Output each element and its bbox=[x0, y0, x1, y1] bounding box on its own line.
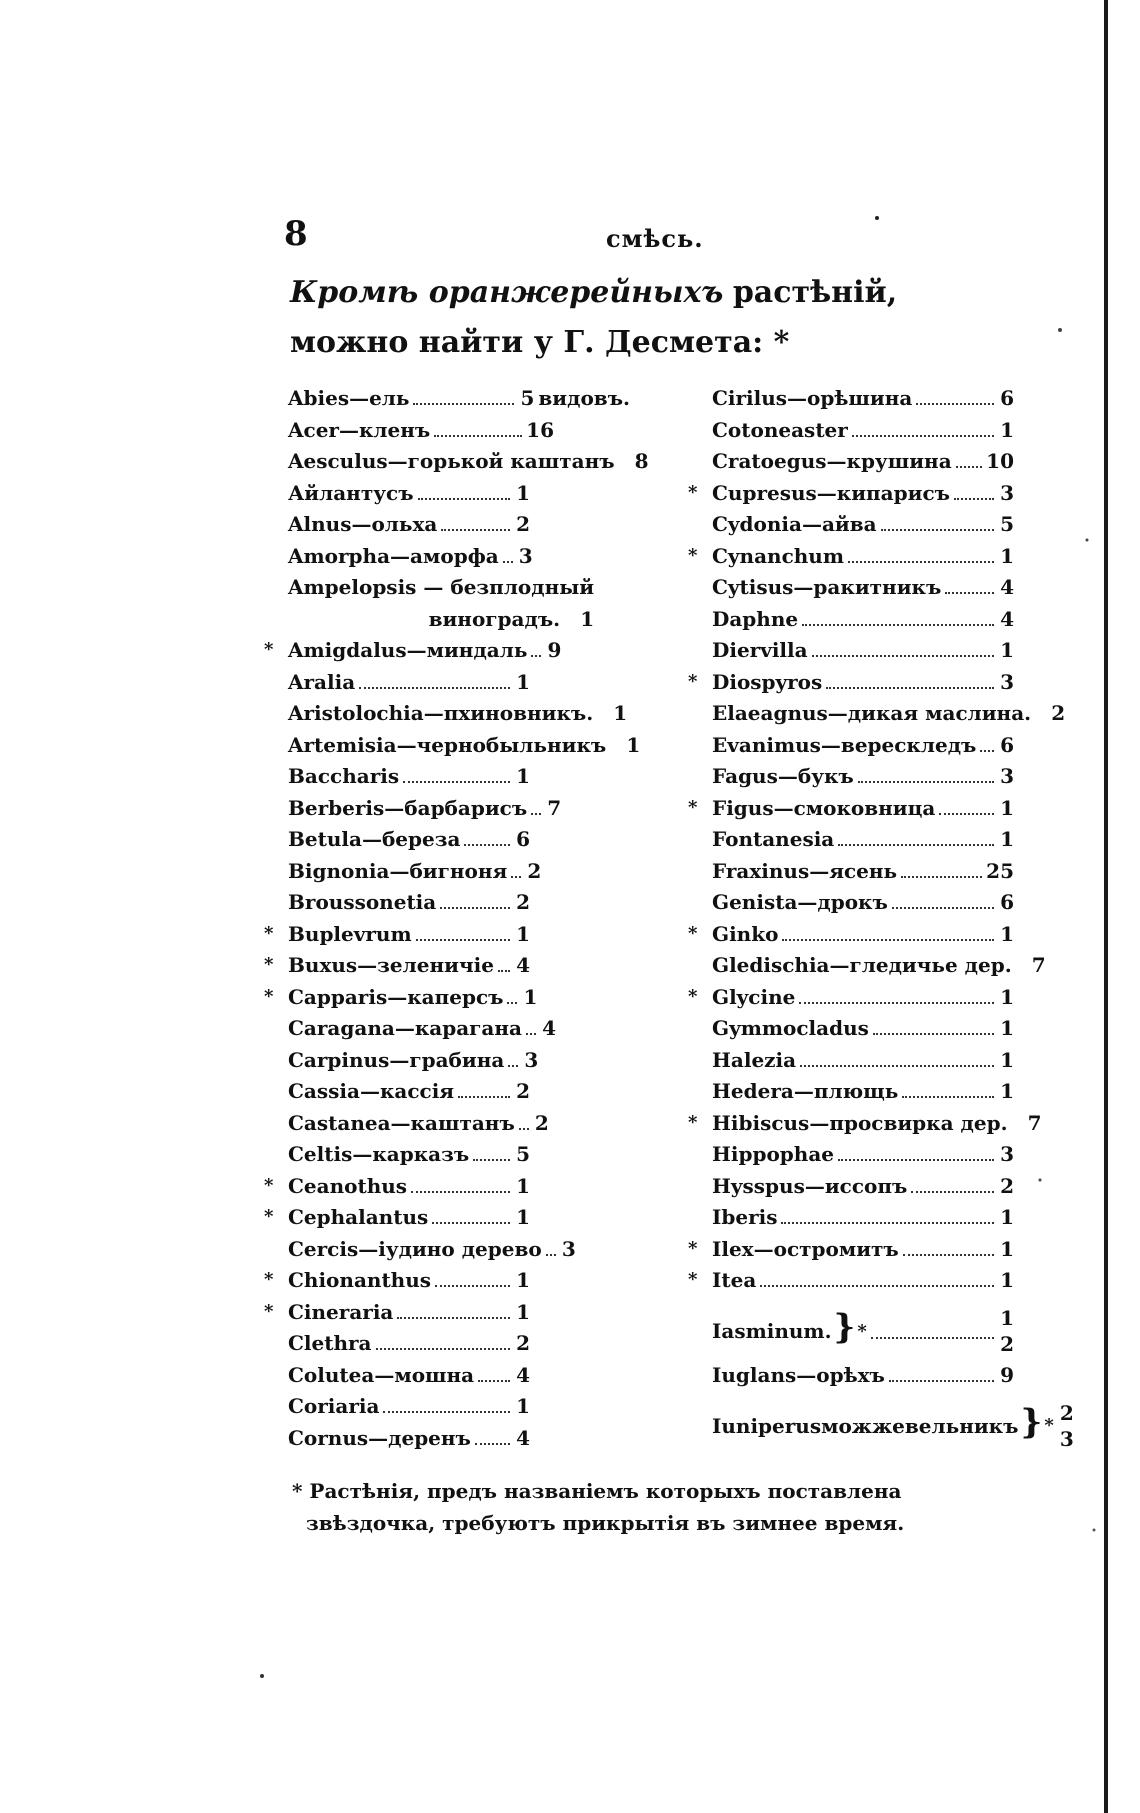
plant-name: Itea bbox=[712, 1268, 757, 1292]
list-item bbox=[264, 953, 630, 985]
plant-name: Chionanthus bbox=[288, 1268, 432, 1292]
list-item bbox=[288, 449, 649, 481]
list-item bbox=[712, 1363, 1014, 1395]
list-item bbox=[712, 1205, 1014, 1237]
plant-name: Diospyros bbox=[712, 669, 823, 694]
leader-dots bbox=[939, 799, 994, 815]
speck bbox=[875, 216, 879, 220]
plant-name: Artemisia—чернобыльникъ bbox=[288, 732, 607, 757]
species-count: 3 bbox=[1000, 764, 1014, 788]
species-count: 16 bbox=[526, 417, 554, 442]
star-marker: * bbox=[264, 1206, 274, 1227]
plant-name: Acer—кленъ bbox=[288, 417, 431, 442]
star-marker: * bbox=[264, 639, 274, 660]
plant-name: Gledischia—гледичье дер. bbox=[712, 953, 1012, 977]
plant-name: Celtis—карказъ bbox=[288, 1142, 470, 1166]
list-item bbox=[712, 764, 1014, 796]
species-count: 5 bbox=[516, 1142, 530, 1166]
star-marker: * bbox=[264, 985, 274, 1007]
species-count: 3 bbox=[1000, 669, 1014, 694]
plant-name: Buplevrum bbox=[288, 921, 412, 946]
species-count: 1 bbox=[1000, 1047, 1014, 1072]
leader-dots bbox=[511, 862, 521, 878]
brace-icon: } bbox=[1020, 1401, 1043, 1442]
list-item bbox=[288, 544, 630, 576]
leader-dots bbox=[838, 830, 994, 846]
speck bbox=[260, 1674, 264, 1678]
list-item bbox=[288, 670, 630, 702]
species-count: 1 bbox=[516, 1205, 530, 1229]
plant-name: Bignonia—бигноня bbox=[288, 858, 508, 883]
star-marker: * bbox=[264, 954, 274, 975]
species-count: 1 bbox=[516, 480, 530, 505]
plant-name: Cotoneaster bbox=[712, 417, 848, 442]
leader-dots bbox=[376, 1334, 510, 1350]
plant-name: Ampelopsis — безплодный bbox=[288, 575, 595, 599]
plant-name: Fagus—букъ bbox=[712, 764, 854, 788]
leader-dots bbox=[760, 1271, 994, 1287]
list-item bbox=[288, 1048, 630, 1080]
leader-dots bbox=[413, 389, 514, 405]
species-count: 1 bbox=[516, 1268, 530, 1292]
list-item bbox=[712, 1079, 1014, 1111]
species-count: 1 bbox=[516, 669, 530, 694]
species-count: 1 bbox=[516, 764, 530, 788]
plant-name: Abies—ель bbox=[288, 386, 410, 410]
star-marker: * bbox=[688, 481, 698, 503]
plant-name: Cephalantus bbox=[288, 1205, 429, 1229]
species-count: 1 bbox=[1000, 417, 1014, 442]
list-item bbox=[288, 796, 630, 828]
species-count: 8 bbox=[634, 449, 649, 473]
plant-name: Diervilla bbox=[712, 638, 808, 662]
star-marker: * bbox=[688, 1269, 698, 1290]
intro-text: растѣній, можно найти у Г. Десмета: * bbox=[290, 275, 898, 360]
species-count: 9 bbox=[547, 638, 562, 662]
list-item bbox=[688, 795, 1014, 828]
plant-name: Daphne bbox=[712, 606, 799, 631]
leader-dots bbox=[954, 484, 994, 500]
list-item bbox=[288, 890, 630, 922]
plant-name-continued: виноградъ. bbox=[428, 606, 561, 631]
star-marker: * bbox=[264, 922, 274, 944]
list-item bbox=[288, 418, 630, 450]
list-item bbox=[288, 481, 630, 513]
leader-dots bbox=[838, 1145, 994, 1161]
leader-dots bbox=[531, 799, 541, 815]
leader-dots bbox=[508, 1051, 518, 1067]
speck bbox=[1039, 1179, 1042, 1182]
species-count: 1 bbox=[613, 701, 628, 725]
species-count: 1 bbox=[523, 984, 538, 1009]
leader-dots bbox=[498, 956, 510, 972]
species-count: 2 bbox=[516, 1331, 530, 1355]
plant-name: Betula—береза bbox=[288, 827, 461, 851]
list-item bbox=[288, 827, 630, 859]
plant-name: Hibiscus—просвирка дер. bbox=[712, 1110, 1008, 1135]
list-item bbox=[688, 1268, 1014, 1300]
leader-dots bbox=[800, 1051, 994, 1067]
species-count: 10 bbox=[986, 449, 1014, 473]
plant-name: Glycine bbox=[712, 984, 796, 1009]
species-count-pair bbox=[1058, 1400, 1074, 1452]
leader-dots bbox=[435, 1271, 510, 1287]
plant-name: Castanea—каштанъ bbox=[288, 1110, 515, 1135]
list-item bbox=[688, 984, 1014, 1017]
species-count: 7 bbox=[1027, 1110, 1042, 1135]
plant-name: Clethra bbox=[288, 1331, 372, 1355]
list-item bbox=[264, 921, 630, 954]
list-item bbox=[288, 764, 630, 796]
plant-name: Aristolochia—пхиновникъ. bbox=[288, 701, 594, 725]
plant-name: Ilex—остромитъ bbox=[712, 1236, 899, 1261]
leader-dots bbox=[458, 1082, 510, 1098]
species-count: 7 bbox=[1031, 953, 1046, 977]
speck bbox=[1058, 328, 1062, 332]
leader-dots bbox=[359, 673, 510, 689]
leader-dots bbox=[403, 767, 510, 783]
species-count: 2 bbox=[527, 858, 542, 883]
plant-name: Figus—смоковница bbox=[712, 795, 936, 820]
list-item bbox=[288, 512, 630, 544]
running-head: смѣсь. bbox=[606, 224, 704, 253]
species-count: 1 bbox=[1000, 543, 1014, 568]
left-plant-list bbox=[264, 386, 649, 1457]
species-count: 1 bbox=[1000, 1306, 1014, 1330]
star-marker: * bbox=[264, 1269, 274, 1290]
plant-name: Amigdalus—миндаль bbox=[288, 638, 528, 662]
plant-name: Cercis—іудино дерево bbox=[288, 1236, 542, 1261]
list-item bbox=[712, 386, 1014, 418]
plant-name: Hysspus—иссопъ bbox=[712, 1173, 908, 1198]
species-count-pair bbox=[998, 1305, 1014, 1357]
leader-dots bbox=[503, 547, 513, 563]
list-item bbox=[688, 543, 1014, 576]
species-count: 3 bbox=[1059, 1426, 1074, 1451]
list-item bbox=[712, 701, 1066, 733]
leader-dots bbox=[411, 1177, 510, 1193]
leader-dots bbox=[881, 515, 994, 531]
list-item bbox=[288, 859, 630, 891]
count-unit: видовъ. bbox=[538, 386, 630, 410]
plant-name: Genista—дрокъ bbox=[712, 890, 888, 914]
species-count: 1 bbox=[516, 1299, 530, 1324]
plant-name: Buxus—зеленичіе bbox=[288, 953, 494, 977]
species-count: 1 bbox=[1000, 1205, 1014, 1229]
leader-dots bbox=[826, 673, 994, 689]
leader-dots bbox=[782, 925, 994, 941]
intro-italic: Кромѣ оранжерейныхъ bbox=[290, 275, 724, 310]
leader-dots bbox=[873, 1019, 994, 1035]
leader-dots bbox=[473, 1145, 510, 1161]
leader-dots bbox=[871, 1323, 994, 1339]
species-count: 4 bbox=[516, 1425, 530, 1450]
plant-name: Iasminum. bbox=[712, 1319, 832, 1343]
list-item bbox=[712, 638, 1014, 670]
footnote: * Растѣнія, предъ названіемъ которыхъ поставлена звѣздочка, требуютъ прикрытія въ зимнее время. bbox=[292, 1479, 905, 1535]
plant-name: Baccharis bbox=[288, 764, 400, 788]
list-item bbox=[288, 732, 641, 765]
list-item bbox=[712, 512, 1014, 544]
leader-dots bbox=[478, 1366, 510, 1382]
list-item bbox=[712, 953, 1046, 985]
species-count: 7 bbox=[547, 795, 562, 820]
list-item bbox=[288, 1237, 630, 1269]
species-count: 5 bbox=[1000, 512, 1014, 536]
leader-dots bbox=[848, 547, 994, 563]
list-item bbox=[712, 1300, 1014, 1363]
species-count: 2 bbox=[516, 890, 530, 914]
list-item bbox=[264, 1299, 630, 1332]
species-count: 1 bbox=[626, 732, 641, 757]
list-item bbox=[288, 1331, 630, 1363]
brace-star-marker: * bbox=[857, 1320, 867, 1342]
plant-name: Iuglans—орѣхъ bbox=[712, 1362, 885, 1387]
plant-name: Elaeagnus—дикая маслина. bbox=[712, 701, 1032, 725]
list-item bbox=[712, 1048, 1014, 1080]
plant-name: Berberis—барбарисъ bbox=[288, 795, 528, 820]
star-marker: * bbox=[688, 1111, 698, 1133]
star-marker: * bbox=[688, 985, 698, 1007]
plant-name: Cassia—кассія bbox=[288, 1079, 455, 1103]
species-count: 6 bbox=[1000, 732, 1014, 757]
list-item bbox=[712, 1142, 1014, 1174]
species-count: 3 bbox=[1000, 1142, 1014, 1166]
list-item bbox=[688, 1110, 1042, 1143]
leader-dots bbox=[980, 736, 994, 752]
plant-name: Aralia bbox=[288, 669, 356, 694]
species-count: 1 bbox=[1000, 1268, 1014, 1292]
species-count: 6 bbox=[516, 827, 530, 851]
list-item bbox=[712, 859, 1014, 891]
species-count: 1 bbox=[516, 1394, 530, 1418]
leader-dots bbox=[802, 610, 994, 626]
species-count: 1 bbox=[1000, 921, 1014, 946]
plant-name: Ginko bbox=[712, 921, 779, 946]
species-count: 2 bbox=[516, 512, 530, 536]
plant-name: Cineraria bbox=[288, 1299, 394, 1324]
species-count: 5 bbox=[520, 386, 535, 410]
plant-name: Ceanothus bbox=[288, 1173, 408, 1198]
leader-dots bbox=[383, 1397, 510, 1413]
species-count: 25 bbox=[986, 858, 1014, 883]
list-item bbox=[288, 575, 630, 638]
plant-name: Cupresus—кипарисъ bbox=[712, 480, 950, 505]
speck bbox=[1086, 539, 1089, 542]
plant-name: Fontanesia bbox=[712, 827, 835, 851]
leader-dots bbox=[441, 515, 510, 531]
list-item bbox=[712, 575, 1014, 607]
species-count: 4 bbox=[516, 1362, 530, 1387]
list-item bbox=[712, 418, 1014, 450]
plant-name: Capparis—каперсъ bbox=[288, 984, 504, 1009]
species-count: 1 bbox=[1000, 1079, 1014, 1103]
plant-name: Cornus—деренъ bbox=[288, 1425, 471, 1450]
species-count: 2 bbox=[516, 1079, 530, 1103]
leader-dots bbox=[418, 484, 510, 500]
speck bbox=[1093, 1529, 1096, 1532]
list-item bbox=[264, 984, 630, 1017]
list-item bbox=[688, 921, 1014, 954]
plant-name: Coriaria bbox=[288, 1394, 380, 1418]
species-count: 4 bbox=[516, 953, 530, 977]
species-count: 2 bbox=[1000, 1332, 1014, 1356]
plant-name: Hippophae bbox=[712, 1142, 835, 1166]
list-item bbox=[288, 386, 630, 418]
species-count: 6 bbox=[1000, 890, 1014, 914]
star-marker: * bbox=[688, 544, 698, 566]
species-count: 3 bbox=[524, 1047, 539, 1072]
list-item bbox=[288, 701, 630, 733]
plant-name: Halezia bbox=[712, 1047, 797, 1072]
list-item bbox=[288, 1142, 630, 1174]
species-count: 1 bbox=[1000, 638, 1014, 662]
list-item bbox=[288, 1394, 630, 1426]
leader-dots bbox=[911, 1177, 994, 1193]
leader-dots bbox=[799, 988, 994, 1004]
list-item bbox=[264, 1205, 630, 1237]
list-item bbox=[712, 607, 1014, 639]
plant-name: Cytisus—ракитникъ bbox=[712, 575, 942, 599]
list-item bbox=[712, 1394, 1074, 1457]
species-count: 2 bbox=[1059, 1400, 1074, 1425]
plant-name: Iuniperusможжевельникъ bbox=[712, 1413, 1019, 1438]
species-count: 2 bbox=[1000, 1173, 1014, 1198]
leader-dots bbox=[956, 452, 982, 468]
plant-name: Cirilus—орѣшина bbox=[712, 386, 913, 410]
star-marker: * bbox=[688, 670, 698, 692]
leader-dots bbox=[852, 421, 994, 437]
list-item bbox=[264, 638, 630, 670]
leader-dots bbox=[464, 830, 510, 846]
leader-dots bbox=[916, 389, 994, 405]
list-item bbox=[712, 827, 1014, 859]
leader-dots bbox=[526, 1019, 536, 1035]
leader-dots bbox=[531, 641, 541, 657]
plant-name: Gymmocladus bbox=[712, 1016, 869, 1040]
species-count: 1 bbox=[516, 921, 530, 946]
list-item bbox=[688, 480, 1014, 513]
species-count: 1 bbox=[580, 606, 595, 631]
species-count: 3 bbox=[518, 543, 533, 568]
star-marker: * bbox=[264, 1174, 274, 1196]
leader-dots bbox=[440, 893, 510, 909]
list-item bbox=[288, 1426, 630, 1458]
leader-dots bbox=[945, 578, 994, 594]
leader-dots bbox=[397, 1303, 510, 1319]
species-count: 2 bbox=[534, 1110, 549, 1135]
species-count: 1 bbox=[1000, 984, 1014, 1009]
plant-name: Evanimus—верескледъ bbox=[712, 732, 977, 757]
species-count: 6 bbox=[1000, 386, 1014, 410]
plant-name: Colutea—мошна bbox=[288, 1362, 475, 1387]
species-count: 9 bbox=[1000, 1362, 1014, 1387]
list-item bbox=[712, 1016, 1014, 1048]
leader-dots bbox=[903, 1240, 994, 1256]
plant-name: Cratoegus—крушина bbox=[712, 449, 952, 473]
plant-name: Fraxinus—ясень bbox=[712, 858, 898, 883]
leader-dots bbox=[519, 1114, 529, 1130]
list-item bbox=[712, 890, 1014, 922]
right-plant-list bbox=[688, 386, 1074, 1457]
species-count: 1 bbox=[516, 1173, 530, 1198]
species-count: 4 bbox=[1000, 575, 1014, 599]
leader-dots bbox=[475, 1429, 510, 1445]
plant-name: Hedera—плющь bbox=[712, 1079, 899, 1103]
leader-dots bbox=[858, 767, 994, 783]
leader-dots bbox=[434, 421, 522, 437]
list-item bbox=[712, 449, 1014, 481]
leader-dots bbox=[812, 641, 994, 657]
star-marker: * bbox=[688, 796, 698, 818]
list-item bbox=[288, 1363, 630, 1395]
leader-dots bbox=[781, 1208, 994, 1224]
leader-dots bbox=[901, 862, 982, 878]
species-count: 4 bbox=[1000, 606, 1014, 631]
list-item bbox=[288, 1111, 630, 1143]
plant-name: Айлантусъ bbox=[288, 480, 414, 505]
species-count: 3 bbox=[1000, 480, 1014, 505]
leader-dots bbox=[432, 1208, 510, 1224]
species-count: 4 bbox=[542, 1016, 556, 1040]
plant-name: Amorpha—аморфа bbox=[288, 543, 499, 568]
plant-name: Iberis bbox=[712, 1205, 778, 1229]
species-count: 1 bbox=[1000, 795, 1014, 820]
species-count: 3 bbox=[561, 1236, 576, 1261]
list-item bbox=[712, 733, 1014, 765]
list-item bbox=[264, 1268, 630, 1300]
brace-star-marker: * bbox=[1044, 1415, 1054, 1436]
species-count: 1 bbox=[1000, 827, 1014, 851]
leader-dots bbox=[416, 925, 510, 941]
species-count: 2 bbox=[1051, 701, 1066, 725]
plant-name: Carpinus—грабина bbox=[288, 1047, 505, 1072]
list-item bbox=[288, 1016, 630, 1048]
list-item bbox=[264, 1173, 630, 1206]
list-item bbox=[712, 1174, 1014, 1206]
plant-name: Cydonia—айва bbox=[712, 512, 877, 536]
brace-icon: } bbox=[833, 1307, 856, 1347]
list-item bbox=[688, 669, 1014, 702]
star-marker: * bbox=[264, 1300, 274, 1322]
plant-name: Cynanchum bbox=[712, 543, 845, 568]
species-count: 1 bbox=[1000, 1016, 1014, 1040]
star-marker: * bbox=[688, 1237, 698, 1259]
plant-name: Caragana—карагана bbox=[288, 1016, 522, 1040]
list-item bbox=[688, 1236, 1014, 1269]
star-marker: * bbox=[688, 922, 698, 944]
leader-dots bbox=[902, 1082, 994, 1098]
leader-dots bbox=[507, 988, 517, 1004]
intro-paragraph bbox=[290, 268, 1018, 368]
leader-dots bbox=[546, 1240, 556, 1256]
species-count: 1 bbox=[1000, 1236, 1014, 1261]
page-number: 8 bbox=[284, 214, 308, 254]
plant-name: Alnus—ольха bbox=[288, 512, 438, 536]
leader-dots bbox=[892, 893, 994, 909]
list-item bbox=[288, 1079, 630, 1111]
plant-name: Aesculus—горькой каштанъ bbox=[288, 449, 615, 473]
plant-name: Broussonetia bbox=[288, 890, 437, 914]
leader-dots bbox=[889, 1366, 994, 1382]
